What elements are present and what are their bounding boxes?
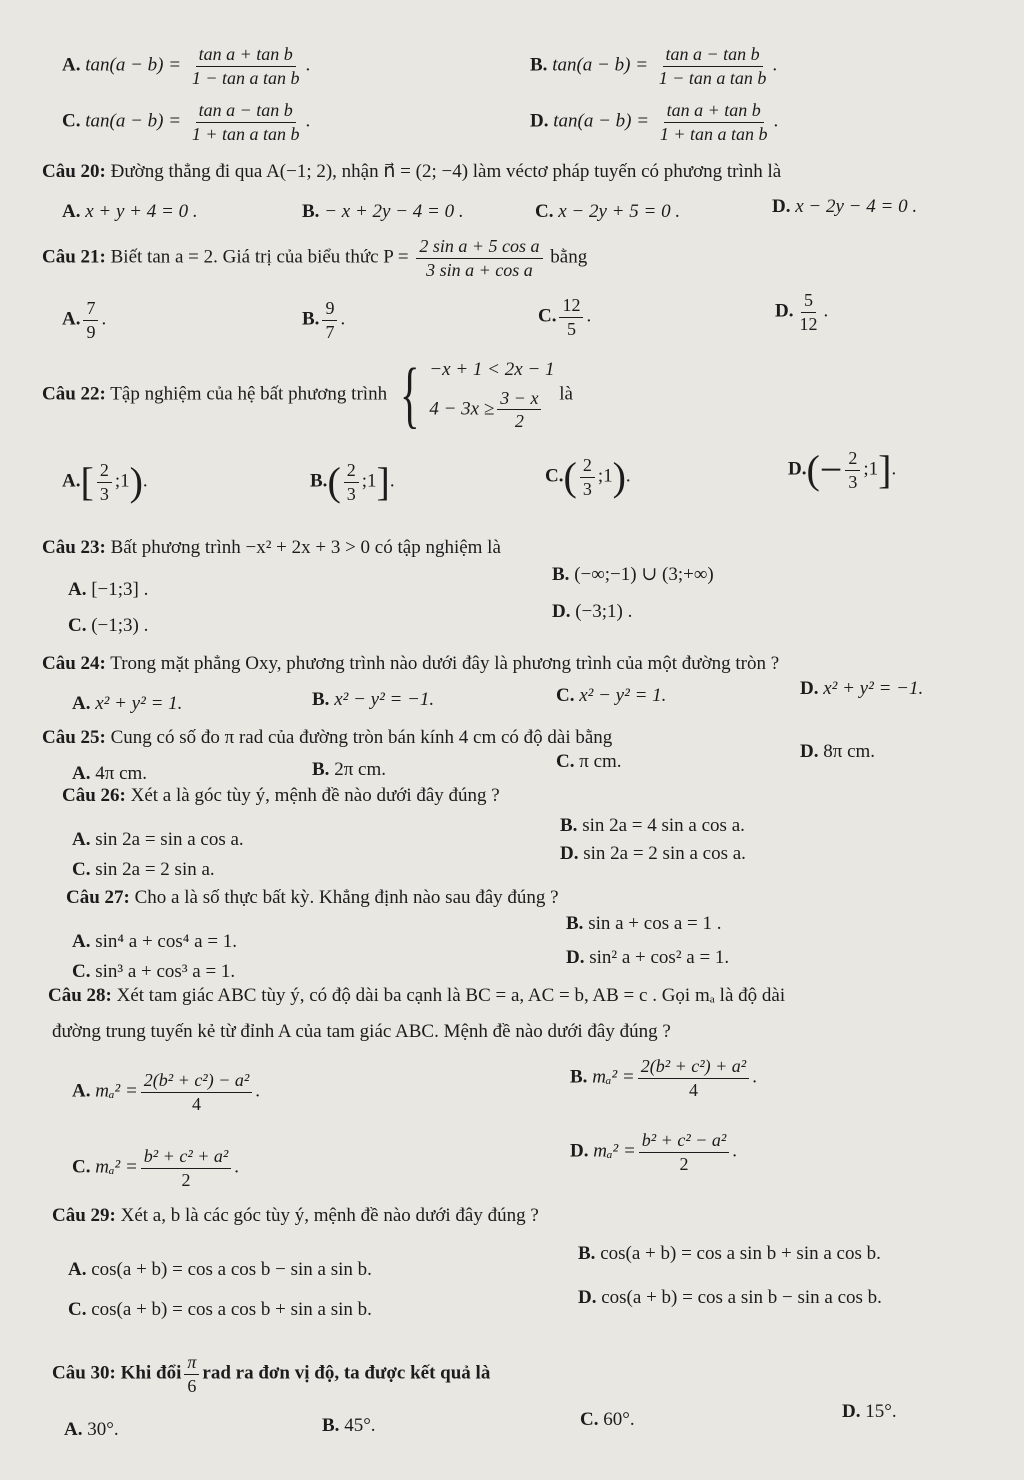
option-label: B. <box>310 470 328 492</box>
question-text: Xét tam giác ABC tùy ý, có độ dài ba cạnh là BC = a, AC = b, AB = c . Gọi mₐ là độ dài <box>116 985 786 1006</box>
q27-option-b[interactable] <box>566 912 721 936</box>
option-end: . <box>586 305 592 327</box>
option-label: D. <box>772 196 791 217</box>
option-fraction <box>559 295 583 339</box>
q23-option-a[interactable] <box>68 578 148 602</box>
q26-option-c[interactable] <box>72 858 215 882</box>
option-end: . <box>752 1066 757 1088</box>
question-label: Câu 20: <box>42 161 106 182</box>
option-fraction <box>189 100 303 144</box>
option-text: sin a + cos a = 1 . <box>588 913 722 934</box>
q22-option-b[interactable] <box>310 460 395 504</box>
option-label: B. <box>560 815 578 836</box>
option-label: A. <box>62 54 81 76</box>
question-text: Xét a là góc tùy ý, mệnh đề nào dưới đây đúng ? <box>130 785 500 806</box>
fraction-denominator: 1 + tan a tan b <box>659 123 768 144</box>
question-fraction <box>184 1352 199 1396</box>
fraction-numerator: 3 − x <box>497 388 541 411</box>
question-label: Câu 30: <box>52 1362 116 1384</box>
inequality-system <box>392 354 555 437</box>
q25-option-d[interactable] <box>800 740 875 764</box>
q29-option-a[interactable] <box>68 1258 372 1282</box>
q21-option-b[interactable] <box>302 298 345 342</box>
option-fraction <box>322 298 337 342</box>
option-label: A. <box>72 829 91 850</box>
option-label: C. <box>72 1156 91 1178</box>
system-line-1: −x + 1 < 2x − 1 <box>429 359 555 380</box>
option-text: cos(a + b) = cos a sin b − sin a cos b. <box>601 1287 882 1308</box>
option-end: . <box>823 300 829 322</box>
option-lhs: mₐ² = <box>95 1156 138 1178</box>
option-label: A. <box>72 693 91 714</box>
option-text: cos(a + b) = cos a cos b + sin a sin b. <box>91 1299 372 1320</box>
fraction-numerator: b² + c² − a² <box>639 1130 729 1153</box>
option-fraction <box>638 1056 749 1100</box>
option-label: C. <box>545 465 564 487</box>
q25-question <box>42 726 612 750</box>
option-text: 4π cm. <box>95 763 148 784</box>
question-text: Bất phương trình −x² + 2x + 3 > 0 có tập nghiệm là <box>110 537 501 558</box>
question-text: Tập nghiệm của hệ bất phương trình <box>110 383 388 405</box>
q20-option-d[interactable] <box>772 195 917 219</box>
option-text: (−∞;−1) ∪ (3;+∞) <box>574 564 714 585</box>
q30-option-c[interactable] <box>580 1408 635 1432</box>
option-text: sin 2a = sin a cos a. <box>95 829 244 850</box>
option-fraction <box>796 290 820 334</box>
option-text: x² + y² = 1. <box>95 693 183 714</box>
q28-option-c[interactable] <box>72 1146 239 1190</box>
fraction-denominator: 9 <box>86 321 96 342</box>
q27-question <box>66 886 559 910</box>
option-end: . <box>891 458 897 480</box>
option-text: x + y + 4 = 0 . <box>85 201 198 222</box>
q23-option-c[interactable] <box>68 614 148 638</box>
option-fraction <box>141 1070 252 1114</box>
q25-option-c[interactable] <box>556 750 622 774</box>
option-text: sin⁴ a + cos⁴ a = 1. <box>95 931 238 952</box>
fraction-numerator: tan a + tan b <box>664 100 764 123</box>
fraction-numerator: tan a − tan b <box>196 100 296 123</box>
q25-option-a[interactable] <box>72 762 147 786</box>
q30-option-d[interactable] <box>842 1400 897 1424</box>
option-text: x² − y² = −1. <box>334 689 435 710</box>
q26-option-d[interactable] <box>560 842 746 866</box>
option-label: B. <box>578 1243 596 1264</box>
option-end: . <box>142 470 148 492</box>
q30-option-a[interactable] <box>64 1418 119 1442</box>
fraction-numerator: 9 <box>322 298 337 321</box>
fraction-denominator: 3 <box>582 478 592 499</box>
option-label: A. <box>62 201 81 222</box>
option-label: D. <box>800 678 819 699</box>
question-text: Xét a, b là các góc tùy ý, mệnh đề nào dưới đây đúng ? <box>120 1205 539 1226</box>
question-text: Đường thẳng đi qua A(−1; 2), nhận n⃗ = (2; −4) làm véctơ pháp tuyến có phương trình là <box>110 161 782 182</box>
option-text: (−3;1) . <box>575 601 633 622</box>
option-label: C. <box>72 859 91 880</box>
option-lhs: tan(a − b) = <box>553 110 650 132</box>
option-fraction <box>657 100 771 144</box>
option-lhs: tan(a − b) = <box>85 110 182 132</box>
interval-rest: ;1 <box>114 470 130 492</box>
fraction-denominator: 1 − tan a tan b <box>191 67 300 88</box>
option-label: B. <box>570 1066 588 1088</box>
option-end: . <box>305 110 311 132</box>
option-text: sin 2a = 2 sin a cos a. <box>583 843 746 864</box>
bracket-close: ) <box>612 454 626 500</box>
option-label: D. <box>552 601 571 622</box>
option-text: cos(a + b) = cos a sin b + sin a cos b. <box>600 1243 881 1264</box>
fraction-numerator: 7 <box>83 298 98 321</box>
bracket-open: [ <box>80 459 94 505</box>
option-label: A. <box>62 308 81 330</box>
option-label: D. <box>570 1140 589 1162</box>
option-label: C. <box>68 615 87 636</box>
option-label: B. <box>552 564 570 585</box>
option-label: D. <box>775 300 794 322</box>
interval-rest: ;1 <box>597 465 613 487</box>
fraction-numerator: 2 <box>580 455 595 478</box>
bracket-close: ] <box>376 459 390 505</box>
option-label: B. <box>312 689 330 710</box>
q29-option-c[interactable] <box>68 1298 372 1322</box>
option-end: . <box>732 1140 738 1162</box>
option-end: . <box>773 110 779 132</box>
option-label: B. <box>530 54 548 76</box>
option-label: C. <box>62 110 81 132</box>
option-label: C. <box>72 961 91 982</box>
fraction-numerator: b² + c² + a² <box>141 1146 231 1169</box>
fraction-denominator: 4 <box>688 1079 698 1100</box>
q28-question <box>48 984 785 1008</box>
option-text: x² − y² = 1. <box>579 685 667 706</box>
fraction-denominator: 2 <box>514 411 524 432</box>
option-label: B. <box>322 1415 340 1436</box>
q19-option-c[interactable] <box>62 100 310 144</box>
fraction-numerator: 2 <box>344 460 359 483</box>
option-fraction <box>83 298 98 342</box>
q24-option-b[interactable] <box>312 688 434 712</box>
option-end: . <box>340 308 346 330</box>
option-text: sin 2a = 4 sin a cos a. <box>582 815 745 836</box>
option-label: C. <box>68 1299 87 1320</box>
q22-option-d[interactable] <box>788 448 896 492</box>
system-line-2-lhs: 4 − 3x ≥ <box>429 398 495 420</box>
system-line-2 <box>429 388 554 432</box>
question-label: Câu 25: <box>42 727 106 748</box>
left-brace: { <box>399 354 420 437</box>
fraction-numerator: 2(b² + c²) − a² <box>141 1070 252 1093</box>
option-text: 8π cm. <box>823 741 876 762</box>
option-text: sin³ a + cos³ a = 1. <box>95 961 236 982</box>
option-end: . <box>389 470 395 492</box>
fraction-numerator: tan a − tan b <box>663 44 763 67</box>
question-label: Câu 22: <box>42 383 106 405</box>
fraction-denominator: 3 <box>346 483 356 504</box>
option-text: 45°. <box>344 1415 376 1436</box>
option-label: D. <box>788 458 807 480</box>
interval-rest: ;1 <box>361 470 377 492</box>
option-label: B. <box>302 201 320 222</box>
question-label: Câu 27: <box>66 887 130 908</box>
q22-question <box>42 354 573 437</box>
q25-option-b[interactable] <box>312 758 386 782</box>
option-label: C. <box>580 1409 599 1430</box>
option-label: B. <box>566 913 584 934</box>
fraction-denominator: 6 <box>187 1375 197 1396</box>
q27-option-d[interactable] <box>566 946 729 970</box>
q24-option-a[interactable] <box>72 692 182 716</box>
q21-option-d[interactable] <box>775 290 828 334</box>
q24-option-d[interactable] <box>800 677 923 701</box>
q21-question <box>42 236 587 280</box>
fraction-denominator: 1 + tan a tan b <box>191 123 300 144</box>
option-text: [−1;3] . <box>91 579 149 600</box>
q19-option-a[interactable] <box>62 44 310 88</box>
question-text-end: bằng <box>550 246 588 268</box>
bracket-close: ) <box>129 459 143 505</box>
fraction-numerator: 5 <box>801 290 816 313</box>
q23-option-b[interactable] <box>552 563 714 587</box>
q23-option-d[interactable] <box>552 600 632 624</box>
fraction-denominator: 12 <box>799 313 818 334</box>
fraction-denominator: 1 − tan a tan b <box>658 67 767 88</box>
question-label: Câu 29: <box>52 1205 116 1226</box>
q24-question <box>42 652 779 676</box>
option-text: (−1;3) . <box>91 615 149 636</box>
fraction-numerator: tan a + tan b <box>196 44 296 67</box>
option-label: A. <box>72 931 91 952</box>
option-text: 60°. <box>603 1409 635 1430</box>
bracket-close: ] <box>878 447 892 493</box>
option-text: x² + y² = −1. <box>823 678 924 699</box>
q28-option-d[interactable] <box>570 1130 737 1174</box>
fraction-denominator: 2 <box>679 1153 689 1174</box>
option-label: A. <box>64 1419 83 1440</box>
question-label: Câu 24: <box>42 653 106 674</box>
q19-option-d[interactable] <box>530 100 778 144</box>
option-label: B. <box>302 308 320 330</box>
fraction-numerator: 2 sin a + 5 cos a <box>416 236 542 259</box>
fraction-numerator: 12 <box>559 295 583 318</box>
question-fraction <box>416 236 542 280</box>
option-end: . <box>101 308 107 330</box>
option-label: C. <box>556 685 575 706</box>
question-text: Cho a là số thực bất kỳ. Khẳng định nào sau đây đúng ? <box>134 887 559 908</box>
option-lhs: mₐ² = <box>95 1080 138 1102</box>
q22-option-c[interactable] <box>545 455 631 499</box>
option-fraction <box>656 44 770 88</box>
option-fraction <box>639 1130 729 1174</box>
option-label: A. <box>68 1259 87 1280</box>
option-text: sin 2a = 2 sin a. <box>95 859 215 880</box>
bracket-open: ( <box>327 459 341 505</box>
option-label: C. <box>538 305 557 327</box>
q30-option-b[interactable] <box>322 1414 376 1438</box>
option-fraction <box>189 44 303 88</box>
option-text: cos(a + b) = cos a cos b − sin a sin b. <box>91 1259 372 1280</box>
bracket-open: ( <box>563 454 577 500</box>
question-text: Khi đổi <box>120 1362 182 1384</box>
fraction-denominator: 5 <box>566 318 576 339</box>
q28-option-b[interactable] <box>570 1056 757 1100</box>
fraction-denominator: 4 <box>192 1093 202 1114</box>
question-text: đường trung tuyến kẻ từ đỉnh A của tam giác ABC. Mệnh đề nào dưới đây đúng ? <box>52 1021 671 1042</box>
bracket-open: (− <box>806 447 843 493</box>
q29-question <box>52 1204 539 1228</box>
option-label: D. <box>530 110 549 132</box>
fraction-numerator: 2 <box>97 460 112 483</box>
option-fraction <box>97 460 112 504</box>
option-label: A. <box>72 1080 91 1102</box>
q28-option-a[interactable] <box>72 1070 260 1114</box>
q20-option-b[interactable] <box>302 200 464 224</box>
q20-question <box>42 160 781 184</box>
option-text: 30°. <box>87 1419 119 1440</box>
option-fraction <box>344 460 359 504</box>
option-fraction <box>580 455 595 499</box>
option-text: − x + 2y − 4 = 0 . <box>324 201 464 222</box>
option-label: D. <box>842 1401 861 1422</box>
option-label: D. <box>578 1287 597 1308</box>
fraction-denominator: 2 <box>181 1169 191 1190</box>
question-label: Câu 21: <box>42 246 106 268</box>
q29-option-d[interactable] <box>578 1286 882 1310</box>
option-label: C. <box>556 751 575 772</box>
option-text: 2π cm. <box>334 759 386 780</box>
q29-option-b[interactable] <box>578 1242 881 1266</box>
question-label: Câu 28: <box>48 985 112 1006</box>
fraction-denominator: 3 sin a + cos a <box>426 259 533 280</box>
q30-question <box>52 1352 490 1396</box>
option-end: . <box>305 54 311 76</box>
option-lhs: tan(a − b) = <box>552 54 649 76</box>
option-label: D. <box>800 741 819 762</box>
option-label: C. <box>535 201 554 222</box>
q26-option-a[interactable] <box>72 828 244 852</box>
option-label: D. <box>560 843 579 864</box>
q26-option-b[interactable] <box>560 814 745 838</box>
q27-option-c[interactable] <box>72 960 235 984</box>
interval-rest: ;1 <box>863 458 879 480</box>
q21-option-c[interactable] <box>538 295 591 339</box>
option-text: π cm. <box>579 751 622 772</box>
q21-option-a[interactable] <box>62 298 106 342</box>
option-text: x − 2y + 5 = 0 . <box>558 201 681 222</box>
question-text-end: rad ra đơn vị độ, ta được kết quả là <box>202 1362 491 1384</box>
option-end: . <box>625 465 631 487</box>
option-label: A. <box>72 763 91 784</box>
option-end: . <box>255 1080 260 1102</box>
option-label: A. <box>62 470 81 492</box>
option-end: . <box>772 54 778 76</box>
question-text: Trong mặt phẳng Oxy, phương trình nào dưới đây là phương trình của một đường tròn ? <box>110 653 780 674</box>
option-text: 15°. <box>865 1401 897 1422</box>
q22-option-a[interactable] <box>62 460 148 504</box>
q19-option-b[interactable] <box>530 44 777 88</box>
fraction-numerator: 2(b² + c²) + a² <box>638 1056 749 1079</box>
option-lhs: mₐ² = <box>592 1066 635 1088</box>
q20-option-c[interactable] <box>535 200 680 224</box>
option-lhs: tan(a − b) = <box>85 54 182 76</box>
option-lhs: mₐ² = <box>593 1140 636 1162</box>
q24-option-c[interactable] <box>556 684 666 708</box>
question-text: Cung có số đo π rad của đường tròn bán kính 4 cm có độ dài bằng <box>110 727 613 748</box>
option-label: B. <box>312 759 330 780</box>
fraction-denominator: 3 <box>99 483 109 504</box>
question-label: Câu 23: <box>42 537 106 558</box>
option-end: . <box>234 1156 240 1178</box>
q26-question <box>62 784 500 808</box>
question-label: Câu 26: <box>62 785 126 806</box>
question-text: Biết tan a = 2. Giá trị của biểu thức P = <box>110 246 409 268</box>
q28-question-cont <box>52 1020 671 1044</box>
option-fraction <box>141 1146 231 1190</box>
q23-question <box>42 536 501 560</box>
question-text-end: là <box>559 383 573 405</box>
fraction-numerator: π <box>184 1352 199 1375</box>
option-label: A. <box>68 579 87 600</box>
fraction-denominator: 7 <box>325 321 335 342</box>
q27-option-a[interactable] <box>72 930 237 954</box>
fraction-numerator: 2 <box>845 448 860 471</box>
q20-option-a[interactable] <box>62 200 198 224</box>
fraction-denominator: 3 <box>848 471 858 492</box>
option-text: sin² a + cos² a = 1. <box>589 947 730 968</box>
option-text: x − 2y − 4 = 0 . <box>795 196 918 217</box>
option-fraction <box>845 448 860 492</box>
option-label: D. <box>566 947 585 968</box>
